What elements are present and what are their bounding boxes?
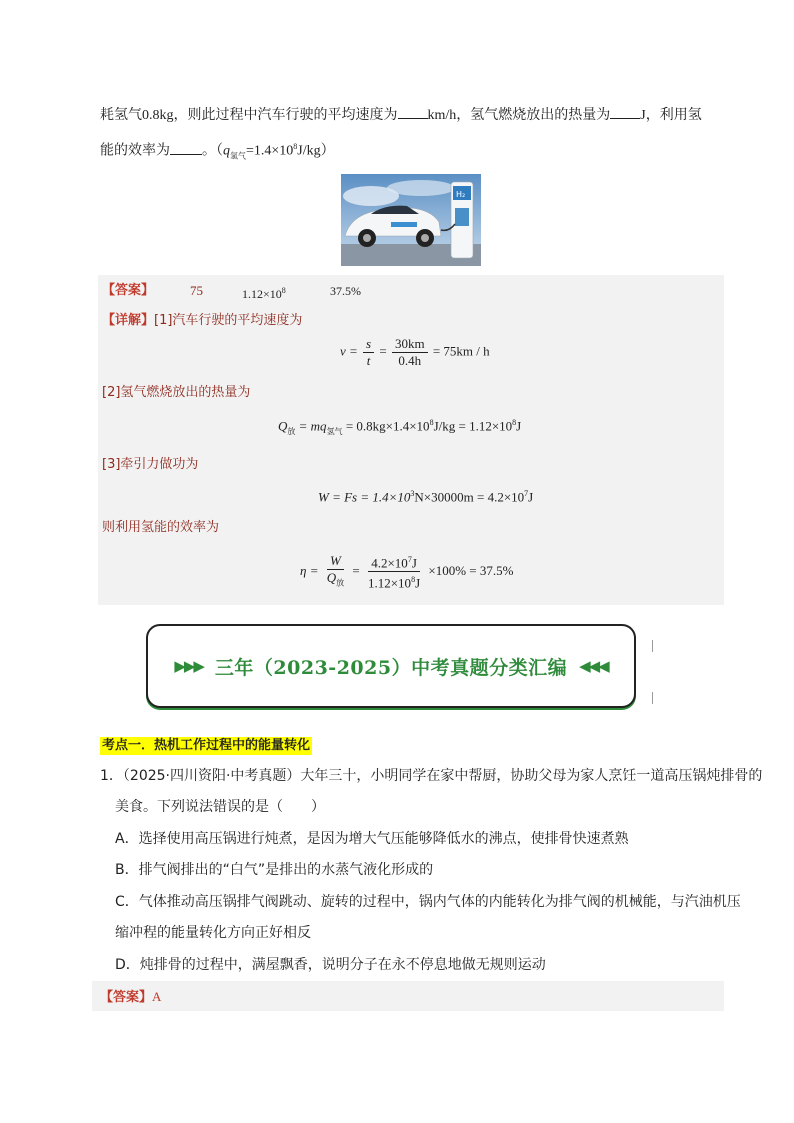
answer-value-speed: 75 [190,283,203,298]
answer-value-heat: $1.12\times 10^8$ [242,286,286,301]
question-line-2: 能的效率为 。$(q_{氢气}=1.4\times 10^8J/kg)$ [100,137,335,166]
formula-heat: $Q_放 = mq_{氢气} = 0.8kg\times 1.4\times 10^8J/kg = 1.12\times 10^8J$ [278,418,522,436]
question-1-answer: 【答案】A [100,989,162,1005]
detail-step-1: 【详解】[1]汽车行驶的平均速度为 [102,313,303,328]
question-1-stem-line-2: 美食。下列说法错误的是（ ） [115,799,325,815]
option-b: B．排气阀排出的“白气”是排出的水蒸气液化形成的 [115,862,434,878]
detail-step-3: [3]牵引力做功为 [102,457,199,472]
answer-row: 【答案】 [102,283,155,298]
fraction-distance-time: $\frac{30km}{0.4h}$ [392,336,428,369]
fraction-work-over-heat: $\frac{4.2\times 10^7J}{1.12\times 10^8J}$ [365,552,423,592]
hydrogen-car-image [341,174,481,266]
hydrogen-car-illustration [341,174,481,266]
left-arrows-icon: ◀◀◀ [579,657,608,675]
detail-step-4: 则利用氢能的效率为 [102,520,220,535]
detail-step-2: [2]氢气燃烧放出的热量为 [102,385,251,400]
question-line-1: 耗氢气0.8kg，则此过程中汽车行驶的平均速度为 km/h，氢气燃烧放出的热量为 J，利用氢 [100,104,702,126]
section-title: 三年（2023-2025）中考真题分类汇编 [214,656,568,679]
option-c-line-1: C．气体推动高压锅排气阀跳动、旋转的过程中，锅内气体的内能转化为排气阀的机械能，与汽油机压 [115,894,741,910]
question-1-answer-box [92,981,724,1011]
answer-blank [610,104,640,119]
fraction-w-over-q: $\frac{W}{Q_放}$ [326,552,345,588]
margin-mark [652,640,653,652]
section-banner [146,624,636,708]
answer-value-efficiency: 37.5% [330,284,361,298]
right-arrows-icon: ▶▶▶ [174,657,203,675]
formula-efficiency: η = $\frac{W}{Q_放}$ = $\frac{4.2\times 10^7J}{1.12\times 10^8J}$ ×100% = 37.5% [300,552,514,591]
formula-speed: v = $\frac{s}{t}$ = $\frac{30km}{0.4h}$ = 75km / h [340,336,490,368]
h2-label: H₂ [456,190,466,199]
answer-blank [398,104,428,119]
option-c-line-2: 缩冲程的能量转化方向正好相反 [115,925,311,941]
margin-mark [652,692,653,704]
formula-work: $W = Fs = 1.4\times 10^3N\times 30000m = 4.2\times 10^7J$ [318,489,534,505]
answer-blank [170,140,202,155]
fraction-s-over-t: $\frac{s}{t}$ [363,336,374,369]
topic-heading: 考点一．热机工作过程中的能量转化 [102,738,311,753]
question-1-stem-line-1: 1．（2025·四川资阳·中考真题）大年三十，小明同学在家中帮厨，协助父母为家人烹饪一道高压锅炖排骨的 [100,768,763,784]
option-a: A．选择使用高压锅进行炖煮，是因为增大气压能够降低水的沸点，使排骨快速煮熟 [115,831,629,847]
option-d: D．炖排骨的过程中，满屋飘香，说明分子在永不停息地做无规则运动 [115,957,546,973]
